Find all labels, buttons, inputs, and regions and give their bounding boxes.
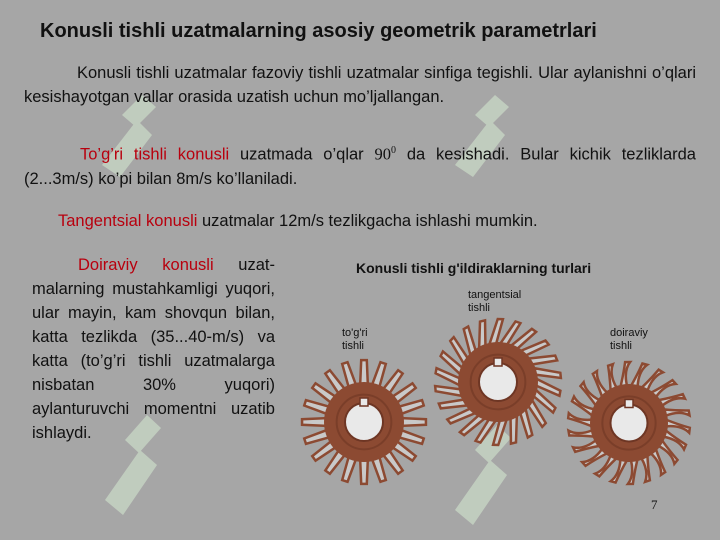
label-tangential-line2: tishli — [468, 302, 491, 314]
paragraph-intro: Konusli tishli uzatmalar fazoviy tishli uzatmalar sinfiga tegishli. Ular aylanishni o’qlari kesishayotgan vallar orasida uzatish uchun mo’ljallangan. — [24, 64, 696, 106]
straight-bevel-gear-icon — [298, 356, 430, 488]
angle-degree: 0 — [391, 145, 396, 156]
term-circular: Doiraviy konusli — [78, 256, 214, 274]
label-straight-line2: tishli — [342, 340, 365, 352]
gear-bore — [479, 363, 517, 401]
label-straight — [342, 327, 368, 353]
label-straight-line1: to'g'ri — [342, 327, 368, 339]
paragraph-circular — [32, 253, 275, 445]
gear-keyway — [625, 400, 633, 408]
label-tangential — [468, 289, 521, 315]
tangential-bevel-gear-icon — [432, 316, 564, 448]
term-straight: To’g’ri tishli konusli — [80, 145, 230, 164]
slide-title: Konusli tishli uzatmalarning asosiy geometrik parametrlari — [40, 20, 597, 42]
paragraph-tangential — [58, 209, 698, 233]
page-number: 7 — [651, 497, 658, 512]
paragraph-tangential-text: uzatmalar 12m/s tezlikgacha ishlashi mumkin. — [197, 212, 538, 230]
gear-keyway — [494, 358, 502, 366]
gear-bore — [345, 403, 383, 441]
circular-bevel-gear-icon — [564, 358, 694, 488]
angle-value: 90 — [374, 144, 391, 164]
paragraph-straight — [24, 139, 696, 191]
label-tangential-line1: tangentsial — [468, 289, 522, 301]
paragraph-straight-text-b: da kesishadi. Bular kichik tezliklarda (2...3m/s) ko’pi bilan 8m/s ko’llaniladi. — [24, 145, 696, 188]
gear-keyway — [360, 398, 368, 406]
gear-bore — [611, 405, 648, 442]
label-circular — [610, 327, 648, 353]
label-circular-line1: doiraviy — [610, 327, 648, 339]
label-circular-line2: tishli — [610, 340, 633, 352]
term-tangential: Tangentsial konusli — [58, 212, 198, 230]
figure-title: Konusli tishli g'ildiraklarning turlari — [356, 260, 592, 276]
paragraph-circular-text: uzat-malarning mustahkamligi yuqori, ular mayin, kam shovqun bilan, katta tezlikda (35...40-m/s) va katta (to’g’ri tishli uzatmalarga nisbatan 30% yuqori) aylanturuvchi momentni uzatib ishlaydi. — [32, 256, 275, 442]
paragraph-straight-text-a: uzatmada o’qlar — [229, 145, 375, 164]
